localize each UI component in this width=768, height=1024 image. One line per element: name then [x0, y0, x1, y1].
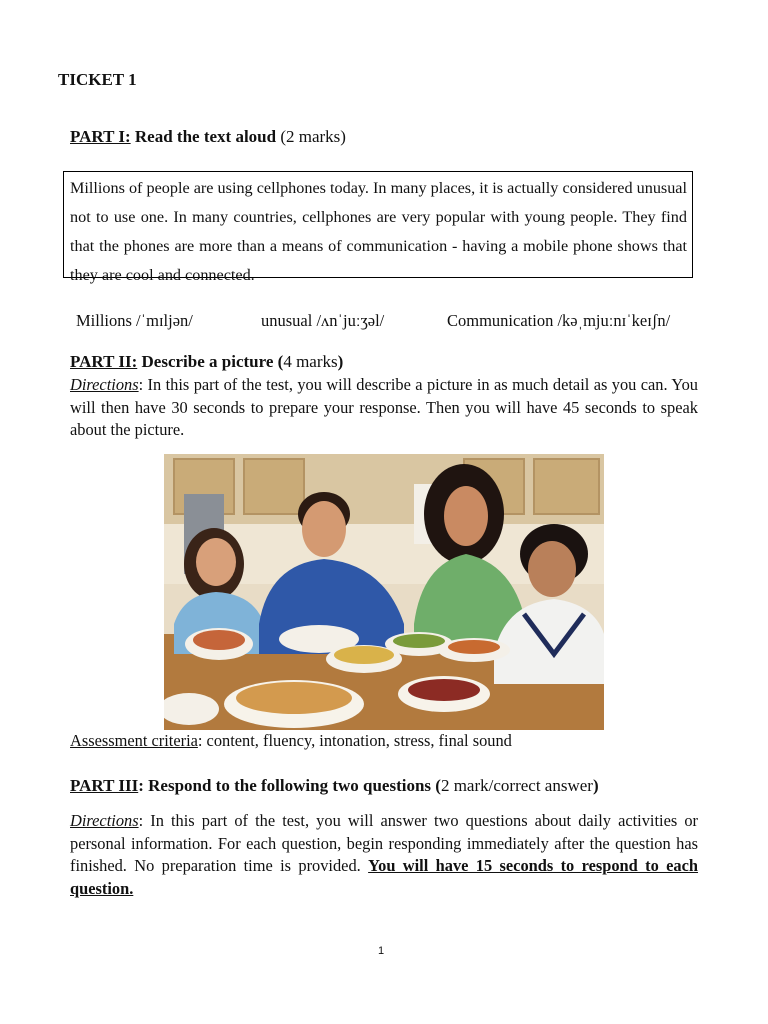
- part3-directions: [70, 810, 698, 900]
- part3-marks: 2 mark/correct answer: [440, 776, 593, 795]
- assessment-label: Assessment criteria: [70, 731, 198, 750]
- part2-directions-text: : In this part of the test, you will describe a picture in as much detail as you can. You will then have 30 seconds to prepare your response. Then you will have 45 seconds to speak about the picture.: [70, 375, 698, 439]
- part3-directions-text: : In this part of the test, you will answer two questions about daily activities or personal information. For each question, begin responding immediately after the question has finished. No preparation time is provided.: [70, 811, 698, 875]
- part2-heading: [70, 352, 343, 372]
- ticket-title: TICKET 1: [58, 70, 137, 89]
- reading-passage: Millions of people are using cellphones today. In many places, it is actually considered unusual not to use one. In many countries, cellphones are very popular with young people. They find that the phones are more than a means of communication - having a mobile phone shows that they are cool and connected.: [70, 179, 687, 284]
- phonetic-millions: Millions /ˈmɪljən/: [76, 311, 193, 330]
- part1-heading: [70, 127, 346, 147]
- part3-directions-label: Directions: [70, 811, 139, 830]
- assessment-criteria: [70, 731, 512, 751]
- phonetic-communication: Communication /kəˌmjuːnɪˈkeɪʃn/: [447, 311, 671, 330]
- page-number: 1: [378, 945, 385, 957]
- reading-passage-box: [63, 171, 693, 284]
- part1-title: Read the text aloud: [130, 127, 277, 146]
- family-dinner-photo: [164, 454, 604, 730]
- phonetic-unusual: unusual /ʌnˈjuːʒəl/: [261, 311, 385, 330]
- part2-marks: 4 marks: [283, 352, 338, 371]
- part2-close: ): [337, 352, 344, 371]
- part3-close: ): [592, 776, 599, 795]
- part1-marks: (2 marks): [276, 127, 346, 146]
- part2-label: PART II:: [70, 352, 138, 371]
- part2-title: Describe a picture (: [137, 352, 284, 371]
- part3-emphasis: You will have 15 seconds to respond to each question.: [70, 856, 699, 898]
- part3-label: PART III: [70, 776, 139, 795]
- part3-title: : Respond to the following two questions (: [138, 776, 441, 795]
- assessment-text: : content, fluency, intonation, stress, final sound: [197, 731, 512, 750]
- part3-heading: [70, 776, 599, 796]
- part1-label: PART I:: [70, 127, 131, 146]
- part2-directions-label: Directions: [70, 375, 139, 394]
- part2-directions: [70, 374, 698, 442]
